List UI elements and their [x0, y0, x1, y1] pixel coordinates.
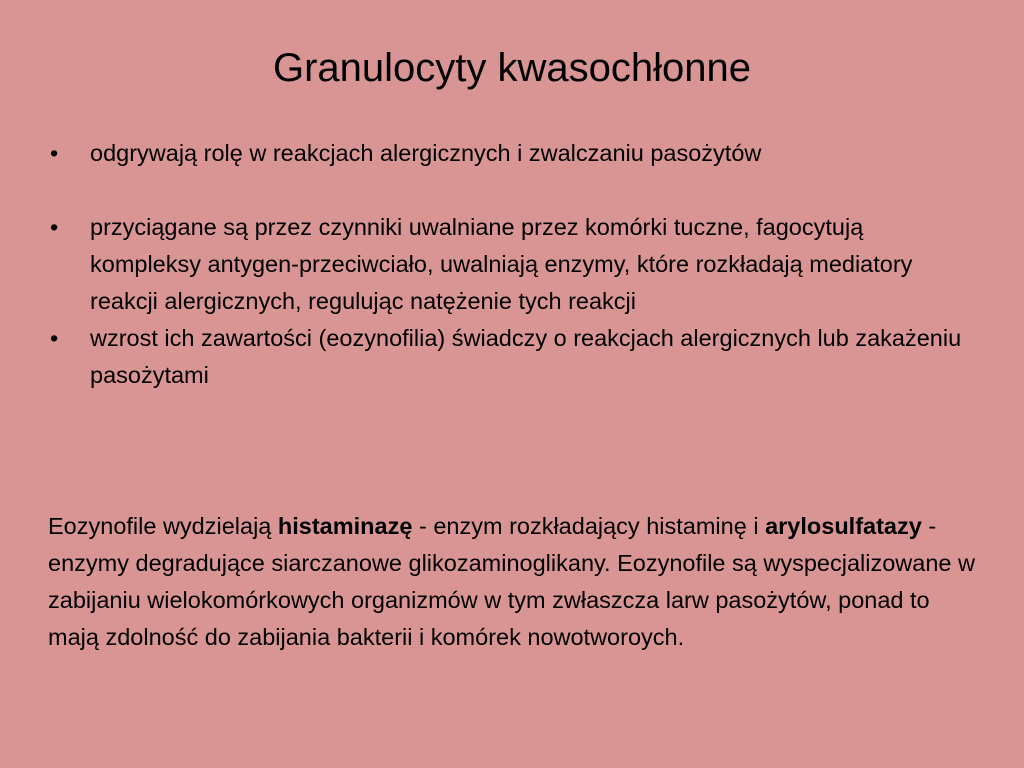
bullet-text: odgrywają rolę w reakcjach alergicznych i zwalczaniu pasożytów [90, 140, 762, 166]
bullet-dot-icon: • [50, 214, 59, 240]
paragraph-bold-term: histaminazę [277, 513, 413, 539]
bullet-gap [48, 172, 978, 209]
paragraph-bold-term: arylosulfatazy [765, 513, 922, 539]
paragraph-text: - enzym rozkładający histaminę i [412, 513, 766, 539]
body-paragraph [48, 508, 983, 656]
paragraph-text: Eozynofile wydzielają [48, 513, 278, 539]
slide-title: Granulocyty kwasochłonne [272, 46, 752, 90]
bullet-text: przyciągane są przez czynniki uwalniane przez komórki tuczne, fagocytują kompleksy antygen-przeciwciało, uwalniają enzymy, które rozkładają mediatory reakcji alergicznych, regulując natężenie tych reakcji [90, 214, 913, 314]
bullet-list [48, 135, 978, 394]
bullet-item [48, 320, 978, 394]
bullet-text: wzrost ich zawartości (eozynofilia) świadczy o reakcjach alergicznych lub zakażeniu pasożytami [90, 325, 962, 388]
bullet-dot-icon: • [50, 325, 59, 351]
bullet-dot-icon: • [50, 140, 59, 166]
paragraph-text: - enzymy degradujące siarczanowe glikozaminoglikany. Eozynofile są wyspecjalizowane w zabijaniu wielokomórkowych organizmów w tym zwłaszcza larw pasożytów, ponad to mają zdolność do zabijania bakterii i komórek nowotworoych. [48, 513, 975, 650]
bullet-item [48, 135, 978, 172]
bullet-item [48, 209, 978, 320]
